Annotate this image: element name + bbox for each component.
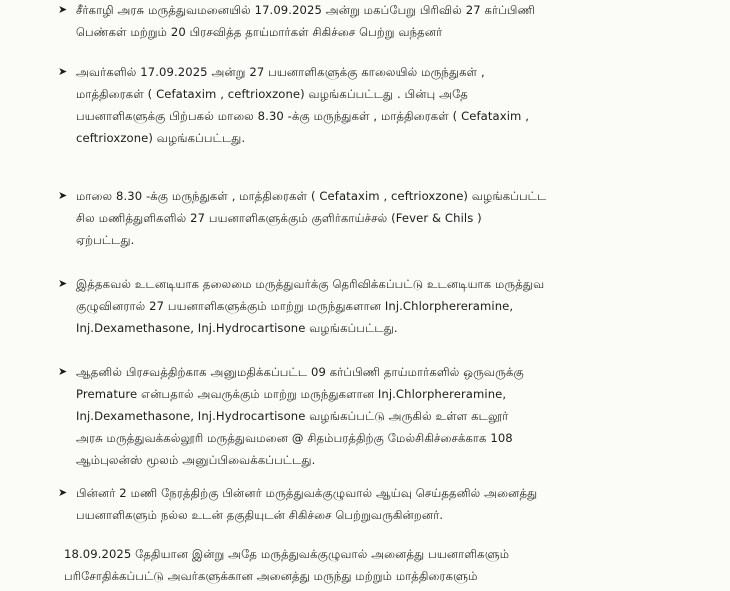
paragraph-line: சீர்காழி அரசு மருத்துவமனையில் 17.09.2025 அன்று மகப்பேறு பிரிவில் 27 கர்ப்பிணி xyxy=(76,3,535,17)
bullet-paragraph-2 xyxy=(58,61,654,149)
bullet-paragraph-5 xyxy=(58,361,654,471)
paragraph-line: பயனாளிகளும் நல்ல உடன் தகுதியுடன் சிகிச்சை பெற்றுவருகின்றனர். xyxy=(76,508,444,522)
bullet-paragraph-1 xyxy=(58,0,654,43)
paragraph-line: குழுவினரால் 27 பயனாளிகளுக்கும் மாற்று மருந்துகளான Inj.Chlorphereramine, xyxy=(76,299,514,313)
paragraph-line: 18.09.2025 தேதியான இன்று அதே மருத்துவக்குழுவால் அனைத்து பயனாளிகளும் xyxy=(64,547,510,561)
arrow-bullet-icon: ➤ xyxy=(58,277,68,290)
arrow-bullet-icon: ➤ xyxy=(58,365,68,378)
arrow-bullet-icon: ➤ xyxy=(58,3,68,16)
paragraph-line: Premature என்பதால் அவருக்கும் மாற்று மருந்துகளான Inj.Chlorphereramine, xyxy=(76,387,507,401)
bullet-paragraph-3 xyxy=(58,185,654,251)
paragraph-line: ceftrioxzone) வழங்கப்பட்டது. xyxy=(76,131,246,145)
arrow-bullet-icon: ➤ xyxy=(58,65,68,78)
paragraph-line: பரிசோதிக்கப்பட்டு அவர்களுக்கான அனைத்து மருந்து மற்றும் மாத்திரைகளும் xyxy=(64,569,478,583)
bullet-paragraph-6 xyxy=(58,482,654,526)
paragraph-line: மாலை 8.30 -க்கு மருந்துகள் , மாத்திரைகள் ( Cefataxim , ceftrioxzone) வழங்கப்பட்ட xyxy=(76,189,547,203)
paragraph-line: மாத்திரைகள் ( Cefataxim , ceftrioxzone) வழங்கப்பட்டது . பின்பு அதே xyxy=(76,87,468,101)
paragraph-line: பயனாளிகளுக்கு பிற்பகல் மாலை 8.30 -க்கு மருந்துகள் , மாத்திரைகள் ( Cefataxim , xyxy=(76,109,529,123)
arrow-bullet-icon: ➤ xyxy=(58,189,68,202)
paragraph-line: அரசு மருத்துவக்கல்லூரி மருத்துவமனை @ சிதம்பரத்திற்கு மேல்சிகிச்சைக்காக 108 xyxy=(76,431,513,445)
paragraph-line: ஆம்புலன்ஸ் மூலம் அனுப்பிவைக்கப்பட்டது. xyxy=(76,453,316,467)
paragraph-line: அவர்களில் 17.09.2025 அன்று 27 பயனாளிகளுக்கு காலையில் மருந்துகள் , xyxy=(76,65,485,79)
paragraph-line: Inj.Dexamethasone, Inj.Hydrocartisone வழங்கப்பட்டு அருகில் உள்ள கடலூர் xyxy=(76,409,509,423)
paragraph-line: Inj.Dexamethasone, Inj.Hydrocartisone வழங்கப்பட்டது. xyxy=(76,321,398,335)
paragraph-line: பின்னர் 2 மணி நேரத்திற்கு பின்னர் மருத்துவக்குழுவால் ஆய்வு செய்ததனில் அனைத்து xyxy=(76,486,538,500)
arrow-bullet-icon: ➤ xyxy=(58,486,68,499)
paragraph-line: பெண்கள் மற்றும் 20 பிரசவித்த தாய்மார்கள் சிகிச்சை பெற்று வந்தனர் xyxy=(76,25,443,39)
paragraph-line: ஏற்பட்டது. xyxy=(76,233,135,247)
paragraph-line: இத்தகவல் உடனடியாக தலைமை மருத்துவர்க்கு தெரிவிக்கப்பட்டு உடனடியாக மருத்துவ xyxy=(76,277,545,291)
bullet-paragraph-4 xyxy=(58,273,654,339)
bullet-paragraph-7 xyxy=(58,543,654,587)
paragraph-line: ஆதனில் பிரசவத்திற்காக அனுமதிக்கப்பட்ட 09 கர்ப்பிணி தாய்மார்களில் ஒருவருக்கு xyxy=(76,365,524,379)
paragraph-line: சில மணித்துளிகளில் 27 பயனாளிகளுக்கும் குளிர்காய்ச்சல் (Fever & Chils ) xyxy=(76,211,482,225)
